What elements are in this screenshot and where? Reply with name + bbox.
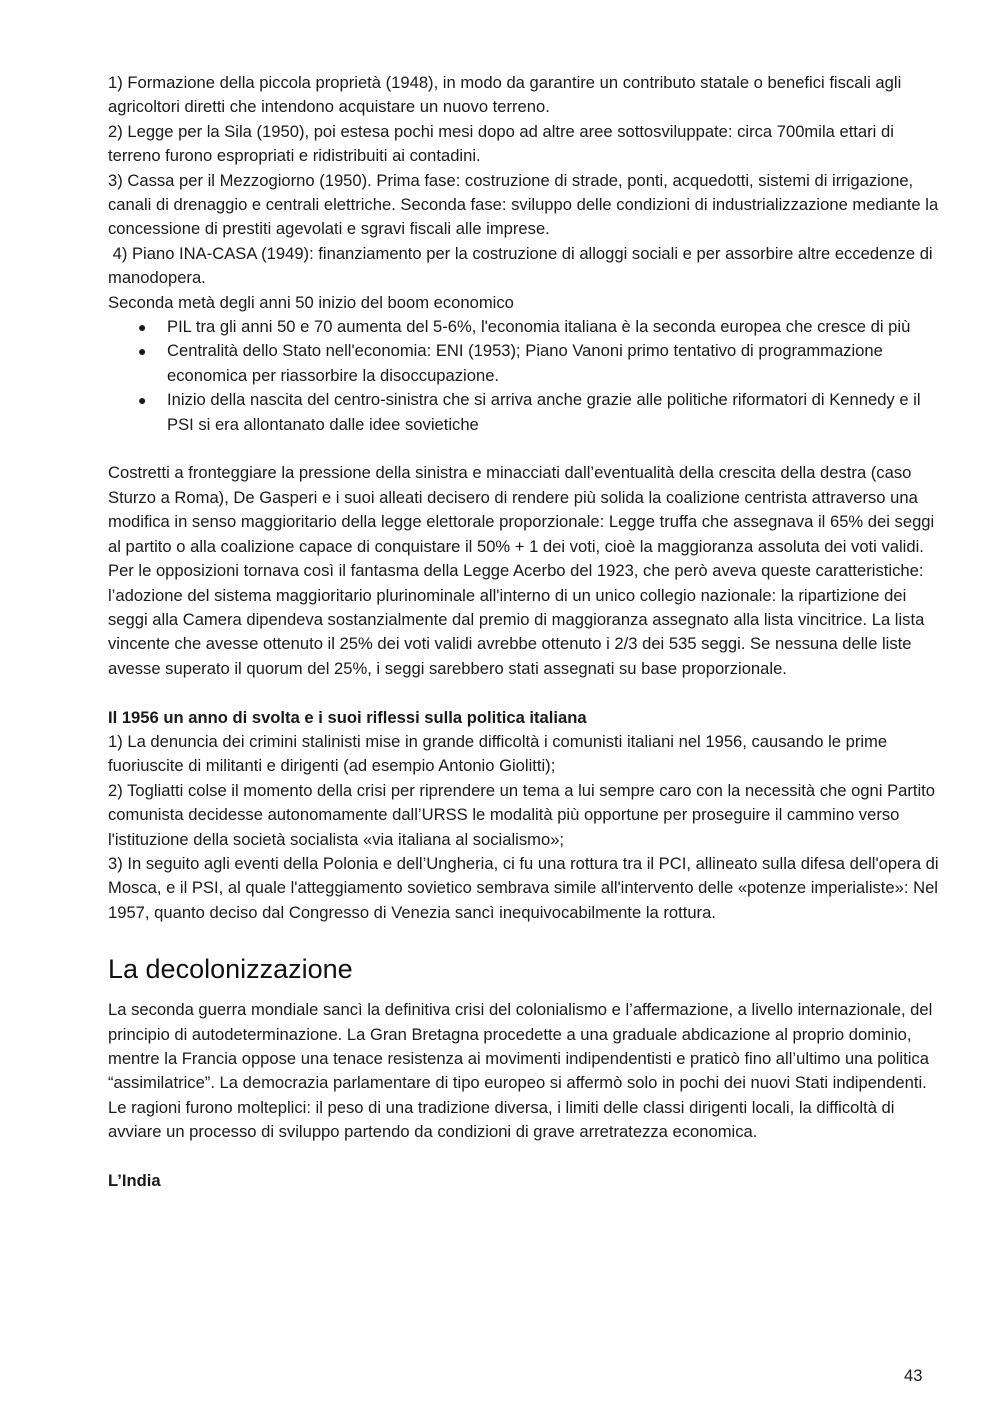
svolta-point-1: 1) La denuncia dei crimini stalinisti mise in grande difficoltà i comunisti italiani nel 1956, causando le prime fuoriuscite di militanti e dirigenti (ad esempio Antonio Giolitti);	[108, 731, 888, 776]
page-content	[108, 71, 948, 1193]
bullet-icon: ●	[138, 319, 147, 336]
india-subheading: L’India	[108, 1171, 161, 1191]
section-title-decolonizzazione: La decolonizzazione	[108, 954, 353, 985]
reform-item-3: 3) Cassa per il Mezzogiorno (1950). Prima fase: costruzione di strade, ponti, acquedotti, sistemi di irrigazione, canali di drenaggio e centrali elettriche. Seconda fase: sviluppo delle condizioni di industrializzazione mediante la concessione di prestiti agevolati e sgravi fiscali alle imprese.	[108, 170, 939, 239]
svolta-point-3: 3) In seguito agli eventi della Polonia e dell’Ungheria, ci fu una rottura tra il PCI, allineato sulla difesa dell'opera di Mosca, e il PSI, al quale l'atteggiamento sovietico sembrava simile all'intervento delle «potenze imperialiste»: Nel 1957, quanto deciso dal Congresso di Venezia sancì inequivocabilmente la rottura.	[108, 853, 939, 922]
reform-item-1: 1) Formazione della piccola proprietà (1948), in modo da garantire un contributo statale o benefici fiscali agli agricoltori diretti che intendono acquistare un nuovo terreno.	[108, 73, 902, 117]
reform-item-2: 2) Legge per la Sila (1950), poi estesa pochi mesi dopo ad altre aree sottosviluppate: circa 700mila ettari di terreno furono espropriati e ridistribuiti ai contadini.	[108, 121, 894, 166]
svolta-1956-heading: Il 1956 un anno di svolta e i suoi riflessi sulla politica italiana	[108, 707, 587, 727]
page-number: 43	[904, 1366, 923, 1385]
list-item	[108, 388, 948, 437]
legge-truffa-paragraph: Costretti a fronteggiare la pressione della sinistra e minacciati dall’eventualità della crescita della destra (caso Sturzo a Roma), De Gasperi e i suoi alleati decisero di rendere più solida la coalizione centrista attraverso una modifica in senso maggioritario della legge elettorale proporzionale: Legge truffa che assegnava il 65% dei seggi al partito o alla coalizione capace di conquistare il 50% + 1 dei voti, cioè la maggioranza assoluta dei voti validi. Per le opposizioni tornava così il fantasma della Legge Acerbo del 1923, che però aveva queste caratteristiche: l’adozione del sistema maggioritario plurinominale all'interno di un unico collegio nazionale: la ripartizione dei seggi alla Camera dipendeva sostanzialmente dal premio di maggioranza assegnato alla lista vincitrice. La lista vincente che avesse ottenuto il 25% dei voti validi avrebbe ottenuto i 2/3 dei 535 seggi. Se nessuna delle liste avesse superato il quorum del 25%, i seggi sarebbero stati assegnati su base proporzionale.	[108, 463, 935, 678]
boom-intro-line: Seconda metà degli anni 50 inizio del boom economico	[108, 292, 514, 312]
list-item-text: Inizio della nascita del centro-sinistra che si arriva anche grazie alle politiche riformatori di Kennedy e il PSI si era allontanato dalle idee sovietiche	[167, 390, 921, 434]
decolonizzazione-paragraph: La seconda guerra mondiale sancì la definitiva crisi del colonialismo e l’affermazione, a livello internazionale, del principio di autodeterminazione. La Gran Bretagna procedette a una graduale abdicazione al proprio dominio, mentre la Francia oppose una tenace resistenza ai movimenti indipendentisti e praticò fino all’ultimo una politica “assimilatrice”. La democrazia parlamentare di tipo europeo si affermò solo in pochi dei nuovi Stati indipendenti. Le ragioni furono molteplici: il peso di una tradizione diversa, i limiti delle classi dirigenti locali, la difficoltà di avviare un processo di sviluppo partendo da condizioni di grave arretratezza economica.	[108, 1000, 933, 1142]
boom-bullet-list	[108, 315, 948, 437]
bullet-icon: ●	[138, 343, 147, 360]
reform-item-4: 4) Piano INA-CASA (1949): finanziamento per la costruzione di alloggi sociali e per assorbire altre eccedenze di manodopera.	[108, 243, 938, 288]
paragraph-spacer	[108, 681, 948, 705]
list-item	[108, 339, 948, 388]
list-item-text: PIL tra gli anni 50 e 70 aumenta del 5-6%, l'economia italiana è la seconda europea che cresce di più	[167, 317, 911, 337]
list-item	[108, 315, 948, 339]
svolta-point-2: 2) Togliatti colse il momento della crisi per riprendere un tema a lui sempre caro con la necessità che ogni Partito comunista decidesse autonomamente dall’URSS le modalità più opportune per proseguire il cammino verso l'istituzione della società socialista «via italiana al socialismo»;	[108, 780, 936, 849]
bullet-icon: ●	[138, 392, 147, 409]
list-item-text: Centralità dello Stato nell'economia: ENI (1953); Piano Vanoni primo tentativo di programmazione economica per riassorbire la disoccupazione.	[167, 341, 883, 385]
paragraph-spacer	[108, 1145, 948, 1169]
paragraph-spacer	[108, 437, 948, 461]
